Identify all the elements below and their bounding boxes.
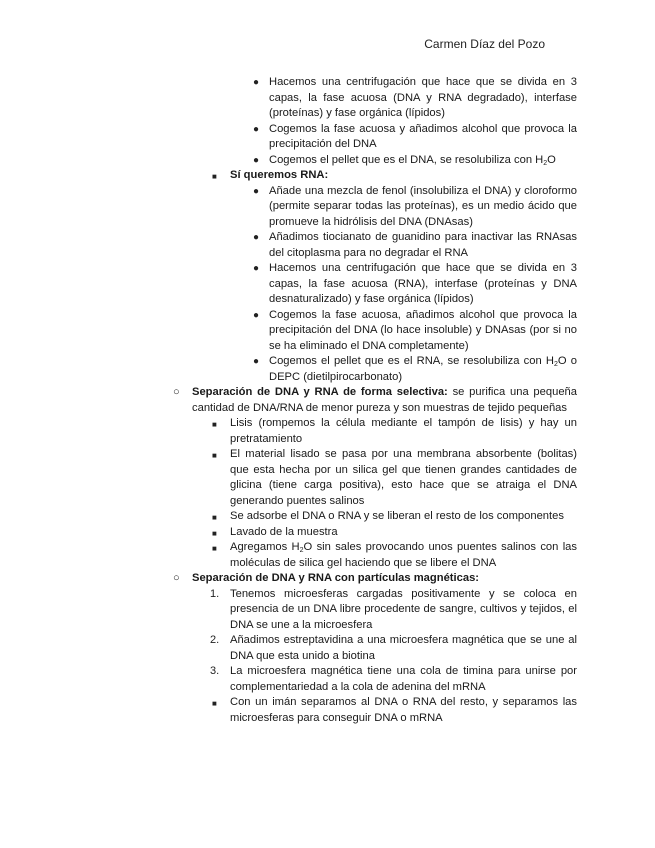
list-item: [212, 509, 577, 525]
list-item-text: Hacemos una centrifugación que hace que se divida en 3 capas, la fase acuosa (RNA), interfase (proteínas y DNA desnaturalizado) y fase orgánica (lípidos): [269, 262, 577, 305]
list-item: [253, 75, 577, 122]
list-item-text: Lisis (rompemos la célula mediante el tampón de lisis) y hay un pretratamiento: [230, 417, 577, 445]
list-item: [253, 184, 577, 231]
list-item: [253, 261, 577, 308]
list-item-text: Con un imán separamos al DNA o RNA del resto, y separamos las microesferas para conseguir DNA o mRNA: [230, 696, 577, 724]
list-item-text: Añade una mezcla de fenol (insolubiliza el DNA) y cloroformo (permite separar todas las proteínas), es un medio ácido que promueve la hidrólisis del DNA (DNAsas): [269, 184, 577, 228]
list-item: [212, 525, 577, 541]
list-item: [253, 230, 577, 261]
bullet-disc: ●: [253, 263, 260, 274]
step-number: 3.: [210, 665, 220, 677]
list-item-text: Cogemos el pellet que es el RNA, se resolubiliza con $H_2O$ o DEPC (dietilpirocarbonato): [269, 355, 577, 383]
list-item-text: Cogemos la fase acuosa y añadimos alcohol que provoca la precipitación del DNA: [269, 122, 577, 150]
list-item-text: El material lisado se pasa por una membrana absorbente (bolitas) que esta hecha por un silica gel que tienen grandes cantidades de glicina (tiene carga positiva), esto hace que se atraiga el DNA generando puentes salinos: [230, 448, 577, 507]
list-item-text: Lavado de la muestra: [230, 525, 338, 538]
numbered-item: [210, 633, 577, 664]
section-magnetic: [173, 571, 577, 587]
document-body: [0, 75, 655, 726]
bullet-disc: ●: [253, 356, 260, 367]
list-item: [253, 153, 577, 169]
numbered-item-text: Añadimos estreptavidina a una microesfera magnética que se une al DNA que esta unido a biotina: [230, 634, 577, 662]
bullet-square: ■: [212, 420, 217, 429]
rna-heading-item: [212, 168, 577, 184]
numbered-item-text: La microesfera magnética tiene una cola de timina para unirse por complementariedad a la cola de adenina del mRNA: [230, 665, 577, 693]
list-item: [212, 447, 577, 509]
list-item-text: Agregamos $H_2O$ sin sales provocando unos puentes salinos con las moléculas de silica gel haciendo que se libere el DNA: [230, 541, 577, 569]
bullet-disc: ●: [253, 123, 260, 135]
bullet-square: ■: [212, 544, 217, 553]
list-item: [253, 354, 577, 385]
bullet-square: ■: [212, 172, 217, 181]
bullet-disc: ●: [253, 232, 260, 243]
section-title: Separación de DNA y RNA con partículas magnéticas:: [192, 572, 480, 584]
numbered-item-text: Tenemos microesferas cargadas positivamente y se coloca en presencia de un DNA libre procedente de sangre, cultivos y tejidos, el DNA se une a la microesfera: [230, 587, 577, 631]
numbered-item: [210, 664, 577, 695]
list-item-text: Cogemos la fase acuosa, añadimos alcohol que provoca la precipitación del DNA (lo hace insoluble) y DNAsas (por si no se ha eliminado el DNA completamente): [269, 308, 577, 352]
list-item: [212, 416, 577, 447]
bullet-circle: ○: [173, 572, 180, 584]
list-item: [253, 122, 577, 153]
bullet-disc: ●: [253, 309, 260, 321]
bullet-square: ■: [212, 528, 217, 538]
section-title: Separación de DNA y RNA de forma selectiva:: [192, 386, 448, 398]
list-item-text: Añadimos tiocianato de guanidino para inactivar las RNAsas del citoplasma para no degradar el RNA: [269, 231, 577, 259]
numbered-item: [210, 587, 577, 634]
bullet-disc: ●: [253, 185, 260, 197]
list-item: [212, 695, 577, 726]
bullet-circle: ○: [173, 386, 180, 398]
list-item: [253, 308, 577, 355]
list-item: [212, 540, 577, 571]
step-number: 2.: [210, 634, 220, 646]
bullet-disc: ●: [253, 154, 260, 166]
bullet-square: ■: [212, 699, 217, 708]
step-number: 1.: [210, 587, 220, 600]
bullet-square: ■: [212, 513, 217, 522]
list-item-text: Cogemos el pellet que es el DNA, se resolubiliza con $H_2O$: [269, 153, 556, 167]
section-selective: [173, 385, 577, 416]
section-description: se purifica una pequeña cantidad de DNA/RNA de menor pureza y son muestras de tejido pequeñas: [192, 386, 577, 414]
list-item-text: Hacemos una centrifugación que hace que se divida en 3 capas, la fase acuosa (DNA y RNA degradado), interfase (proteínas) y fase orgánica (lípidos): [269, 76, 577, 119]
page-header-author: Carmen Díaz del Pozo: [424, 37, 545, 51]
bullet-disc: ●: [253, 77, 260, 88]
list-item-text: Se adsorbe el DNA o RNA y se liberan el resto de los componentes: [230, 510, 564, 522]
bullet-square: ■: [212, 451, 217, 460]
rna-heading: Sí queremos RNA:: [230, 169, 329, 181]
